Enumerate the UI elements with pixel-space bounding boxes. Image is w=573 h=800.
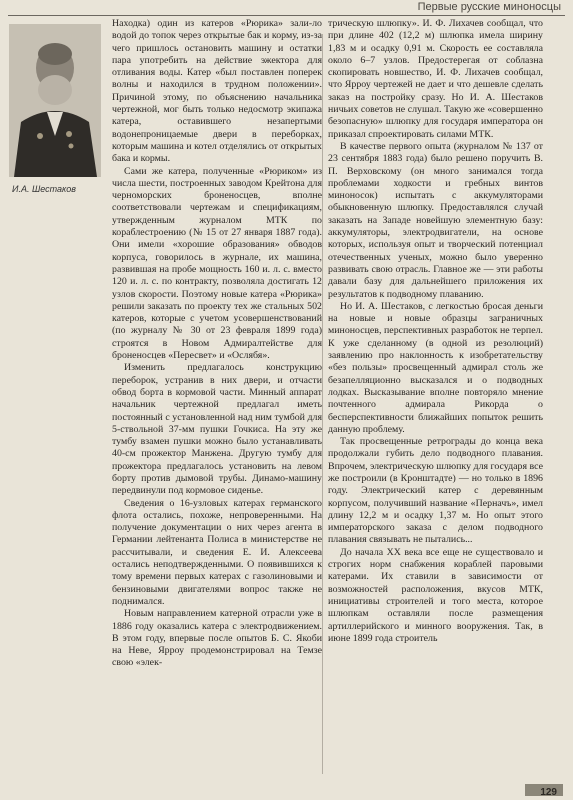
- portrait-photo: [9, 24, 101, 177]
- paragraph: Сами же катера, полученные «Рюриком» из числа шести, построенных заводом Крейтона для черноморских броненосцев, вполне соответствовали чертежам и спецификациям, утвержденным журналом МТК по кораблестроению (№ 15 от 27 января 1887 года). Они имели «хорошие образования» обводов корпуса, говорилось в журнале, их машина, развившая на пробе мощность 160 и. л. с. вместо 120 и. л. с. по контракту, позволяла достигать 12 узлов скорости. Поэтому новые катера «Рюрика» решили заказать по проекту тех же стальных 502 катеров, которые с учетом усовершенствований (по журналу № 30 от 23 февраля 1899 года) строятся в Новом Адмиралтействе для броненосцев «Пересвет» и «Ослябя».: [112, 165, 322, 362]
- running-header: Первые русские миноносцы: [417, 1, 561, 13]
- paragraph: Сведения о 16-узловых катерах германского флота остались, похоже, непроверенными. На получение документации о них через агента в Германии лейтенанта Полиса в министерстве не рассчитывали, и сведения Е. И. Алексеева остались неподтвержденными. О появившихся к тому времени первых катерах с газолиновыми и бензиновыми двигателями вопрос также не поднимался.: [112, 497, 322, 607]
- photo-caption: И.А. Шестаков: [12, 184, 76, 194]
- column-divider: [322, 34, 323, 774]
- left-text-column: [112, 18, 322, 670]
- paragraph: Так просвещенные ретрограды до конца века продолжали губить дело подводного плавания. Впрочем, электрическую шлюпку для государя все же построили (в Кронштадте) — но только в 1896 году. Электрический катер с деревянным корпусом, получивший название «Перначъ», имел длину 12,2 м и осадку 1,37 м. Но опыт этого императорского заказа с делом подводного плавания связывать не пытались...: [328, 436, 543, 546]
- paragraph: трическую шлюпку». И. Ф. Лихачев сообщал, что при длине 402 (12,2 м) шлюпка имела ширину 1,83 м и осадку 0,91 м. Скорость ее составляла около 6–7 узлов. Предостерегая от соблазна скопировать новшество, И. Ф. Лихачев сообщал, что Ярроу чертежей не дает и что дешевле сделать заказ на постройку сразу. Но И. А. Шестаков ничьих советов не слушал. Такую же «совершенно безопасную» шлюпку для государя императора он приказал спроектировать силами МТК.: [328, 18, 543, 140]
- page-number: 129: [540, 787, 557, 798]
- paragraph: Изменить предлагалось конструкцию переборок, устранив в них двери, и отчасти обвод борта в кормовой части. Минный аппарат начальник чертежной предлагал иметь постоянный с установленной над ним тумбой для 5-ствольной 37-мм пушки Гочкиса. На эту же тумбу взамен пушки можно было устанавливать 40-см прожектор Манжена. Другую тумбу для прожектора предлагалось установить на левом борту против дымовой трубы. Динамо-машину передвинули под кормовое сиденье.: [112, 362, 322, 497]
- paragraph: Находка) один из катеров «Рюрика» зали-ло водой до топок через открытые бак и корму, из-за чего пришлось остановить машину и остатки пара употребить на действие эжектора для отливания воды. Катер «был поставлен поперек волны и находился в трудном положении». Причиной этому, по объяснению начальника чертежной, мог быть только недосмотр экипажа катера, оставившего незапертыми водонепроницаемые двери в переборках, которым машина и котел отделялись от открытых бака и кормы.: [112, 18, 322, 165]
- header-rule: [8, 15, 565, 16]
- paragraph: В качестве первого опыта (журналом № 137 от 23 сентября 1883 года) было решено поручить В. П. Верховскому (он много занимался тогда проблемами ходкости и гребных винтов миноносок) испытать с аккумуляторами обыкновенную шлюпку. Предоставлялся случай заказать на Западе новейшую элементную базу: аккумуляторы, электродвигатели, на основе которых, используя опыт и творческий потенциал отечественных ученых, можно было уверенно развивать свою отрасль. Главное же — эти работы давали базу для дальнейшего приложения их результатов к подводному плаванию.: [328, 140, 543, 300]
- right-text-column: [328, 18, 543, 645]
- paragraph: До начала XX века все еще не существовало и строгих норм снабжения кораблей паровыми катерами. Их ставили в зависимости от возможностей расположения, вкусов МТК, инициативы строителей и того места, которое шлюпкам оставляли после размещения артиллерийского и минного вооружения. Так, в июне 1899 года строитель: [328, 546, 543, 644]
- paragraph: Новым направлением катерной отрасли уже в 1886 году оказались катера с электродвижением. В этом году, впервые после опытов Б. С. Якоби на Неве, Ярроу продемонстрировал на Темзе свою «элек-: [112, 608, 322, 669]
- paragraph: Но И. А. Шестаков, с легкостью бросая деньги на новые и новые образцы заграничных миноносцев, перспективных разработок не терпел. К уже сделанному (в одной из резолюций) заявлению про наклонность к изобретательству «без пользы» просвещенный адмирал столь же безапелляционно высказался и о подводных лодках. Высказывание вполне повторяло мнение почтенного адмирала Рикорда о бесперспективности ближайших попыток решить данную проблему.: [328, 300, 543, 435]
